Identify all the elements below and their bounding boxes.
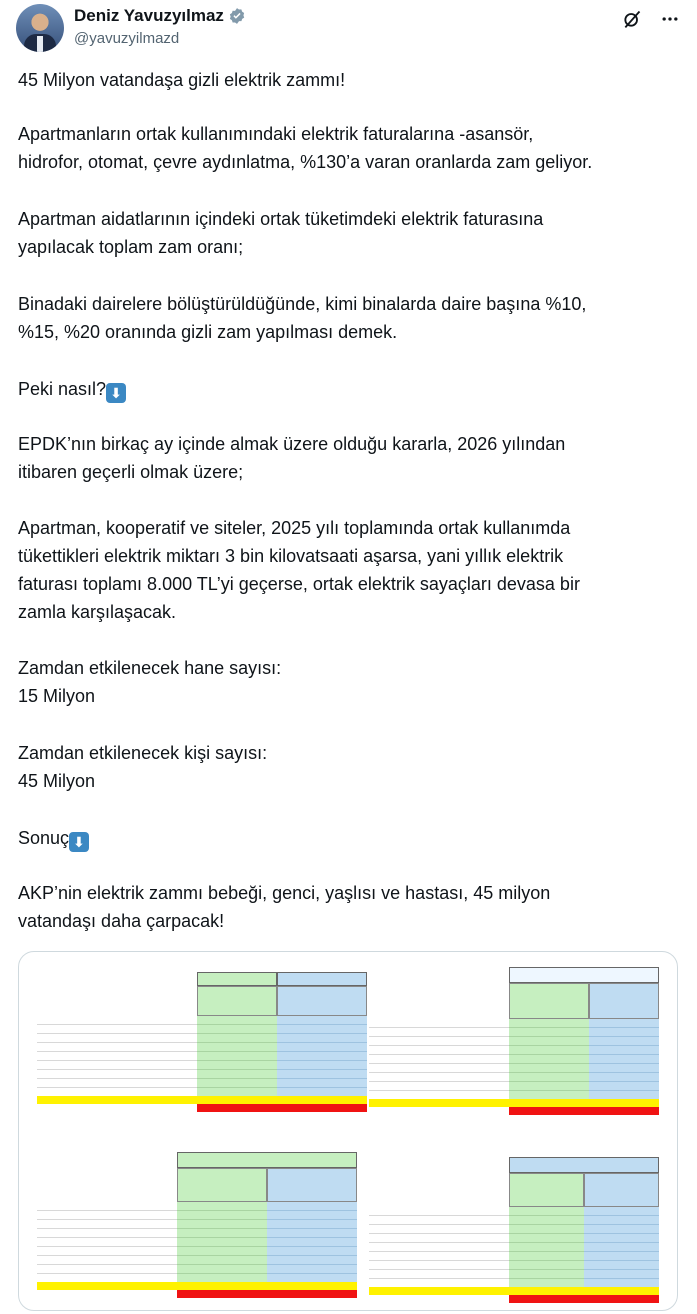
tweet-paragraph: Apartman, kooperatif ve siteler, 2025 yılı toplamında ortak kullanımda tükettikleri elektrik miktarı 3 bin kilovatsaati aşarsa, yani yıllık elektrik faturası toplamı 8.000 TL’yi geçerse, ortak elektrik sayaçları devasa bir zamla karşılaşacak. bbox=[18, 518, 580, 622]
tweet-paragraph-text: Sonuç bbox=[18, 828, 70, 848]
tweet-paragraph: Zamdan etkilenecek kişi sayısı: 45 Milyon bbox=[18, 743, 268, 791]
tariff-table-image bbox=[369, 1157, 669, 1307]
tariff-table-image bbox=[369, 967, 669, 1117]
down-arrow-emoji: ⬇ bbox=[106, 383, 126, 403]
tweet-header bbox=[16, 4, 681, 56]
down-arrow-emoji: ⬇ bbox=[69, 832, 89, 852]
tweet-image[interactable] bbox=[18, 951, 678, 1311]
tweet-paragraph: Zamdan etkilenecek hane sayısı: 15 Milyon bbox=[18, 658, 282, 706]
author-handle[interactable]: @yavuzyilmazd bbox=[74, 30, 180, 47]
tweet-paragraph: EPDK’nın birkaç ay içinde almak üzere olduğu kararla, 2026 yılından itibaren geçerli olmak üzere; bbox=[18, 434, 566, 482]
tweet-paragraph: Apartmanların ortak kullanımındaki elektrik faturalarına -asansör, hidrofor, otomat, çevre aydınlatma, %130’a varan oranlarda zam geliyor. bbox=[18, 124, 593, 172]
tweet-paragraph-text: Peki nasıl? bbox=[18, 379, 107, 399]
tweet-paragraph bbox=[18, 824, 89, 852]
verified-badge-icon bbox=[228, 7, 246, 25]
grok-icon[interactable] bbox=[621, 8, 643, 30]
tweet-paragraph: AKP’nin elektrik zammı bebeği, genci, yaşlısı ve hastası, 45 milyon vatandaşı daha çarpacak! bbox=[18, 883, 551, 931]
author-name[interactable]: Deniz Yavuzyılmaz bbox=[74, 6, 224, 25]
avatar[interactable] bbox=[16, 4, 64, 52]
tweet-paragraph bbox=[18, 375, 126, 403]
author-name-row bbox=[74, 6, 246, 26]
tariff-table-image bbox=[37, 1152, 337, 1302]
tweet-paragraph: 45 Milyon vatandaşa gizli elektrik zammı! bbox=[18, 70, 346, 90]
more-icon[interactable] bbox=[659, 8, 681, 30]
tariff-table-image bbox=[37, 972, 337, 1112]
tweet-actions bbox=[621, 8, 681, 30]
tweet-paragraph: Apartman aidatlarının içindeki ortak tüketimdeki elektrik faturasına yapılacak toplam zam oranı; bbox=[18, 209, 544, 257]
tweet-paragraph: Binadaki dairelere bölüştürüldüğünde, kimi binalarda daire başına %10, %15, %20 oranında gizli zam yapılması demek. bbox=[18, 294, 587, 342]
